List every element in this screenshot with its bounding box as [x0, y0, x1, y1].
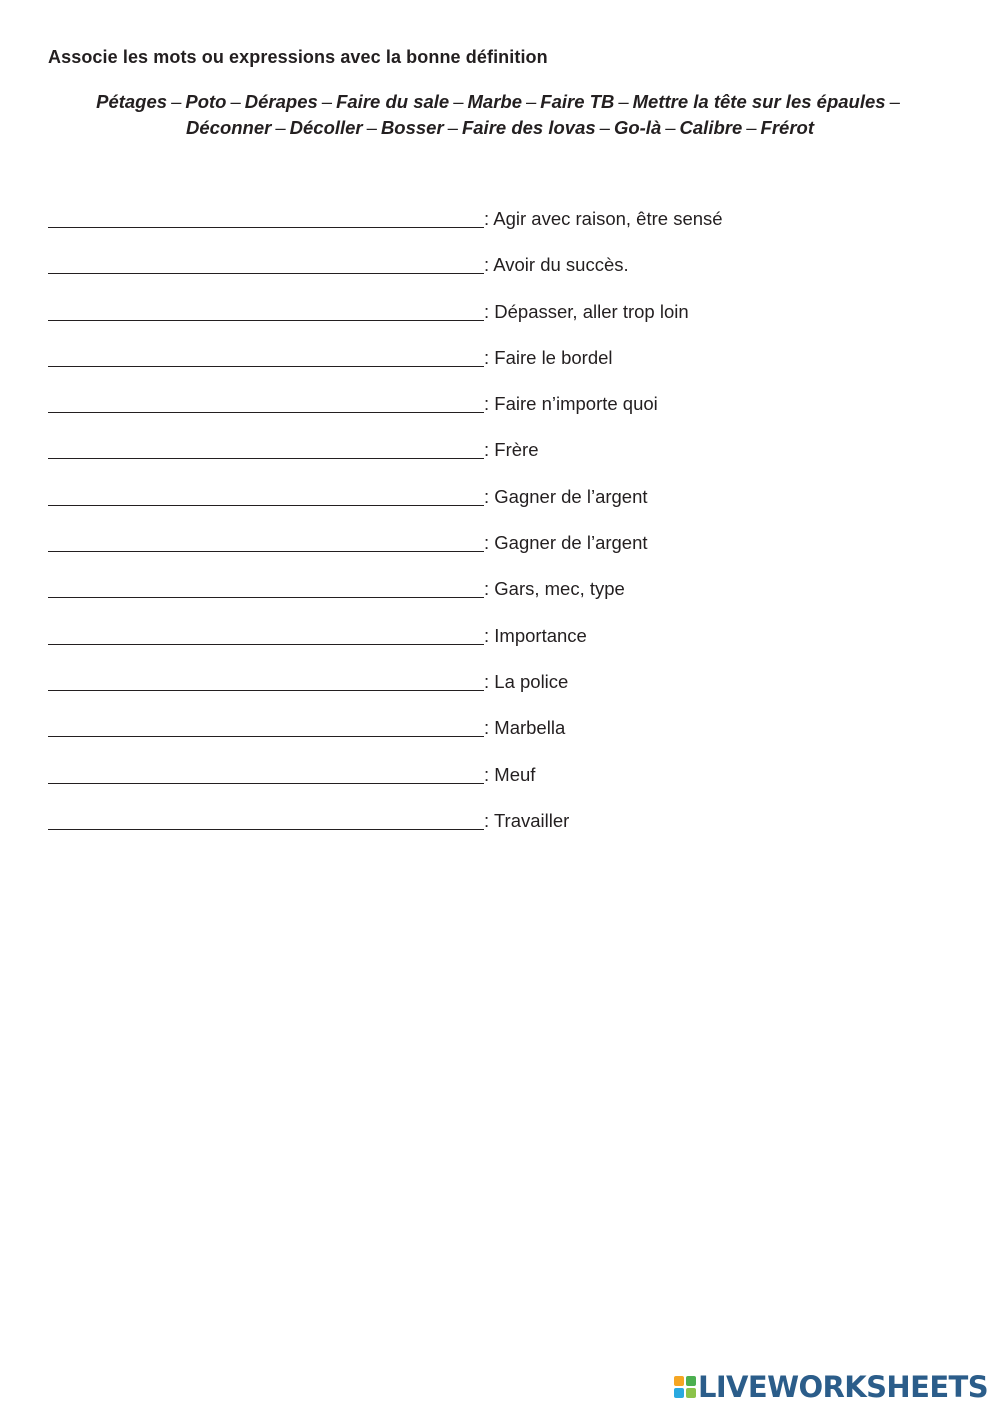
definition-text: : Gagner de l’argent: [484, 532, 648, 554]
word-bank-term: Faire des lovas: [461, 117, 596, 138]
liveworksheets-logo: [674, 1370, 988, 1404]
word-bank-separator: –: [453, 91, 464, 112]
matching-row: [48, 669, 948, 715]
definition-text: : Frère: [484, 439, 539, 461]
liveworksheets-logo-text: LIVEWORKSHEETS: [697, 1370, 988, 1404]
matching-row: [48, 206, 948, 252]
word-bank-separator: –: [746, 117, 757, 138]
answer-blank[interactable]: [48, 715, 484, 737]
word-bank-separator: –: [618, 91, 629, 112]
matching-row: [48, 391, 948, 437]
matching-row: [48, 345, 948, 391]
matching-row: [48, 484, 948, 530]
answer-blank[interactable]: [48, 669, 484, 691]
word-bank-separator: –: [447, 117, 458, 138]
matching-row: [48, 762, 948, 808]
answer-blank[interactable]: [48, 299, 484, 321]
matching-row: [48, 808, 948, 854]
word-bank-separator: –: [230, 91, 241, 112]
instruction-heading: Associe les mots ou expressions avec la bonne définition: [48, 47, 548, 67]
answer-blank[interactable]: [48, 345, 484, 367]
word-bank-term: Calibre: [679, 117, 743, 138]
definition-text: : Importance: [484, 624, 587, 646]
word-bank-term: Dérapes: [244, 91, 318, 112]
answer-blank[interactable]: [48, 762, 484, 784]
word-bank-separator: –: [321, 91, 333, 112]
answer-blank[interactable]: [48, 808, 484, 830]
word-bank-line-2: [40, 115, 960, 141]
answer-blank[interactable]: [48, 530, 484, 552]
definition-text: : Gars, mec, type: [484, 578, 625, 600]
word-bank-term: Frérot: [760, 117, 814, 138]
answer-blank[interactable]: [48, 391, 484, 413]
definition-text: : Dépasser, aller trop loin: [484, 300, 689, 322]
matching-row: [48, 623, 948, 669]
answer-blank[interactable]: [48, 484, 484, 506]
answer-blank[interactable]: [48, 206, 484, 228]
word-bank-term: Go-là: [613, 117, 662, 138]
matching-row: [48, 252, 948, 298]
logo-square: [686, 1388, 696, 1398]
definition-text: : Marbella: [484, 717, 566, 739]
word-bank-term: Déconner: [186, 117, 272, 138]
liveworksheets-logo-icon: [674, 1376, 696, 1398]
word-bank-separator: –: [275, 117, 286, 138]
word-bank-term: Pétages: [96, 91, 168, 112]
logo-square: [686, 1376, 696, 1386]
word-bank-term: Poto: [185, 91, 227, 112]
logo-square: [674, 1376, 684, 1386]
matching-row: [48, 530, 948, 576]
word-bank-term: Décoller: [289, 117, 363, 138]
word-bank-separator: –: [526, 91, 537, 112]
matching-row: [48, 299, 948, 345]
definition-text: : La police: [484, 670, 569, 692]
definition-text: : Faire le bordel: [484, 346, 613, 368]
definition-text: : Agir avec raison, être sensé: [484, 208, 723, 229]
word-bank-separator: –: [366, 117, 377, 138]
word-bank-separator: –: [171, 91, 182, 112]
answer-blank[interactable]: [48, 576, 484, 598]
word-bank-line-1: [40, 89, 960, 115]
definition-text: : Avoir du succès.: [484, 254, 629, 276]
answer-blank[interactable]: [48, 623, 484, 645]
definition-text: : Faire n’importe quoi: [484, 393, 658, 415]
answer-blank[interactable]: [48, 437, 484, 459]
logo-square: [674, 1388, 684, 1398]
matching-list: [48, 206, 948, 854]
matching-row: [48, 576, 948, 622]
definition-text: : Travailler: [484, 809, 570, 831]
word-bank-term: Faire du sale: [336, 91, 450, 112]
word-bank-separator: –: [889, 91, 900, 112]
word-bank-term: Bosser: [380, 117, 444, 138]
word-bank-separator: –: [599, 117, 610, 138]
word-bank-term: Mettre la tête sur les épaules: [632, 91, 886, 112]
word-bank-term: Marbe: [467, 91, 522, 112]
answer-blank[interactable]: [48, 252, 484, 274]
word-bank: [40, 89, 960, 141]
definition-text: : Meuf: [484, 763, 536, 785]
word-bank-term: Faire TB: [540, 91, 615, 112]
matching-row: [48, 437, 948, 483]
matching-row: [48, 715, 948, 761]
definition-text: : Gagner de l’argent: [484, 485, 648, 507]
word-bank-separator: –: [665, 117, 676, 138]
